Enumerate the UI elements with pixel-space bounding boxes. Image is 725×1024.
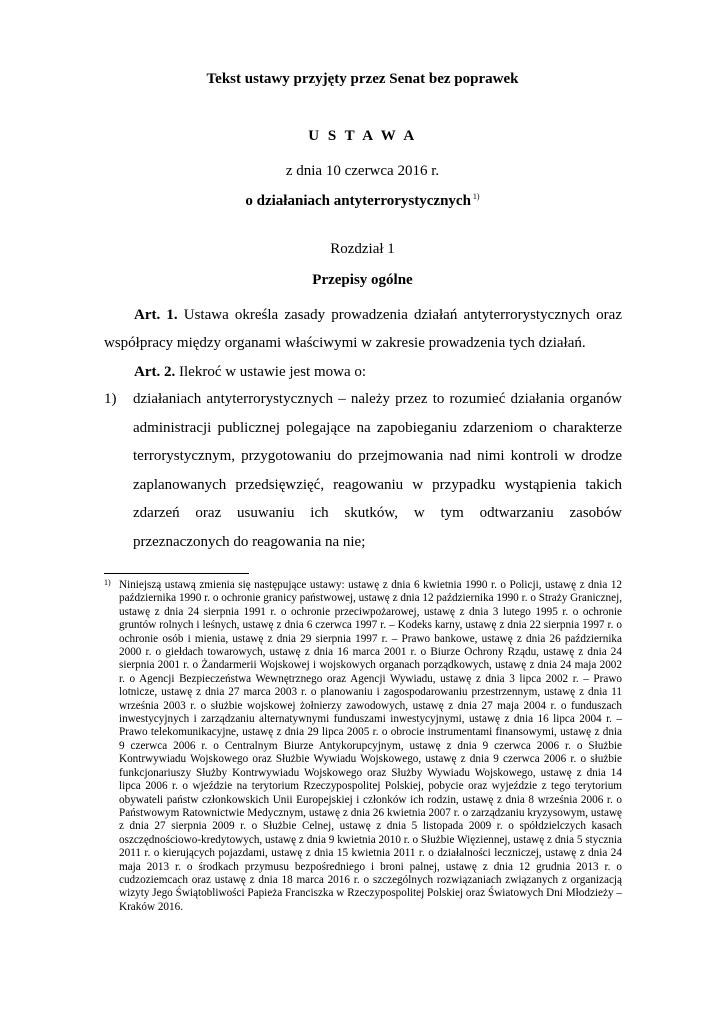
senate-note-heading: Tekst ustawy przyjęty przez Senat bez poprawek (206, 71, 519, 87)
act-date: z dnia 10 czerwca 2016 r. (285, 163, 440, 179)
act-subject (0, 192, 725, 210)
article-2-item-number: 1) (104, 391, 117, 407)
chapter-title: Przepisy ogólne (312, 272, 413, 288)
article-1-text: Ustawa określa zasady prowadzenia działań antyterrorystycznych oraz współpracy między organami właściwymi w zakresie prowadzenia tych działań. (104, 307, 622, 351)
article-1-label: Art. 1. (134, 307, 178, 323)
chapter-number: Rozdział 1 (330, 241, 395, 257)
footnote-separator (104, 573, 249, 574)
footnote-text: Niniejszą ustawą zmienia się następujące ustawy: ustawę z dnia 6 kwietnia 1990 r. o Policji, ustawę z dnia 12 października 1990 r. o ochronie granicy państwowej, ustawę z dnia 12 października 1990 r. o Straży Granicznej, ustawę z dnia 24 sierpnia 1991 r. o ochronie przeciwpożarowej, ustawę z dnia 3 lutego 1995 r. o ochronie gruntów rolnych i leśnych, ustawę z dnia 6 czerwca 1997 r. – Kodeks karny, ustawę z dnia 22 sierpnia 1997 r. o ochronie osób i mienia, ustawę z dnia 29 sierpnia 1997 r. – Prawo bankowe, ustawę z dnia 26 października 2000 r. o giełdach towarowych, ustawę z dnia 16 marca 2001 r. o Biurze Ochrony Rządu, ustawę z dnia 24 sierpnia 2001 r. o Żandarmerii Wojskowej i wojskowych organach porządkowych, ustawę z dnia 24 maja 2002 r. o Agencji Bezpieczeństwa Wewnętrznego oraz Agencji Wywiadu, ustawę z dnia 3 lipca 2002 r. – Prawo lotnicze, ustawę z dnia 27 marca 2003 r. o planowaniu i zagospodarowaniu przestrzennym, ustawę z dnia 11 września 2003 r. o służbie wojskowej żołnierzy zawodowych, ustawę z dnia 27 maja 2004 r. o funduszach inwestycyjnych i zarządzaniu alternatywnymi funduszami inwestycyjnymi, ustawę z dnia 16 lipca 2004 r. – Prawo telekomunikacyjne, ustawę z dnia 29 lipca 2005 r. o obrocie instrumentami finansowymi, ustawę z dnia 9 czerwca 2006 r. o Centralnym Biurze Antykorupcyjnym, ustawę z dnia 9 czerwca 2006 r. o Służbie Kontrwywiadu Wojskowego oraz Służbie Wywiadu Wojskowego, ustawę z dnia 9 czerwca 2006 r. o służbie funkcjonariuszy Służby Kontrwywiadu Wojskowego oraz Służby Wywiadu Wojskowego, ustawę z dnia 14 lipca 2006 r. o wjeździe na terytorium Rzeczypospolitej Polskiej, pobycie oraz wyjeździe z tego terytorium obywateli państw członkowskich Unii Europejskiej i członków ich rodzin, ustawę z dnia 8 września 2006 r. o Państwowym Ratownictwie Medycznym, ustawę z dnia 26 kwietnia 2007 r. o zarządzaniu kryzysowym, ustawę z dnia 27 sierpnia 2009 r. o Służbie Celnej, ustawę z dnia 5 listopada 2009 r. o spółdzielczych kasach oszczędnościowo-kredytowych, ustawę z dnia 9 kwietnia 2010 r. o Służbie Więziennej, ustawę z dnia 5 stycznia 2011 r. o kierujących pojazdami, ustawę z dnia 15 kwietnia 2011 r. o działalności leczniczej, ustawę z dnia 24 maja 2013 r. o środkach przymusu bezpośredniego i broni palnej, ustawę z dnia 12 grudnia 2013 r. o cudzoziemcach oraz ustawę z dnia 18 marca 2016 r. o szczególnych rozwiązaniach związanych z organizacją wizyty Jego Świątobliwości Papieża Franciszka w Rzeczypospolitej Polskiej oraz Światowych Dni Młodzieży – Kraków 2016. (119, 579, 622, 913)
footnote-marker: 1) (104, 578, 111, 587)
footnote-reference: 1) (472, 192, 480, 201)
article-2-item-text: działaniach antyterrorystycznych – należy przez to rozumieć działania organów administracji publicznej polegające na zapobieganiu zdarzeniom o charakterze terrorystycznym, przygotowaniu do przejmowania nad nimi kontroli w drodze zaplanowanych przedsięwzięć, reagowaniu w przypadku wystąpienia takich zdarzeń oraz usuwaniu ich skutków, w tym odtwarzaniu zasobów przeznaczonych do reagowania na nie; (133, 391, 622, 550)
act-subject-text: o działaniach antyterrorystycznych (245, 193, 471, 209)
act-title: U S T A W A (308, 128, 417, 144)
article-2-text: Ilekroć w ustawie jest mowa o: (179, 364, 367, 380)
article-2 (104, 358, 622, 386)
article-1 (104, 301, 622, 357)
article-2-label: Art. 2. (134, 364, 176, 380)
